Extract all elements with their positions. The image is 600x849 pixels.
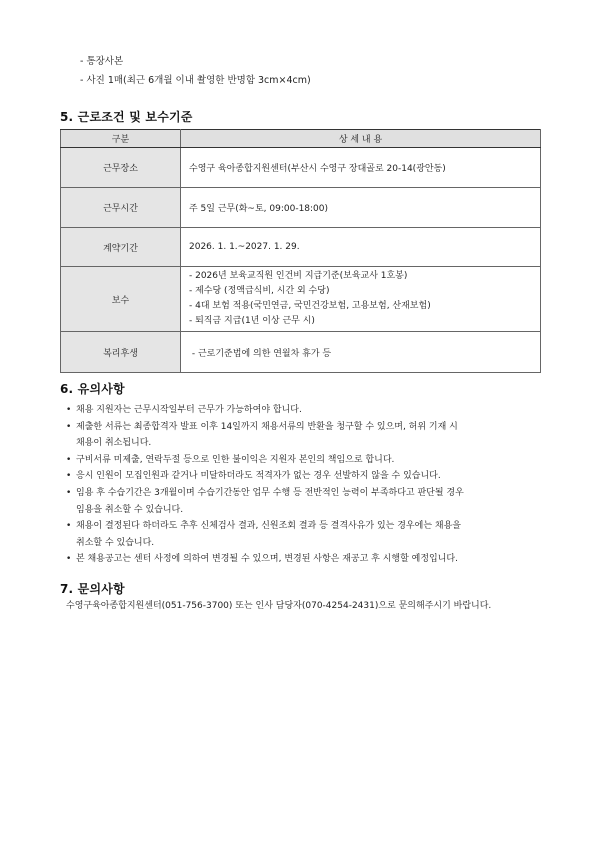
- table-row: [61, 188, 541, 228]
- bullet: •: [66, 405, 72, 415]
- list-item: - 사진 1매(최근 6개월 이내 촬영한 반명함 3cm×4cm): [80, 75, 311, 86]
- list-item: • 채용 지원자는 근무시작일부터 근무가 가능하여야 합니다.: [66, 402, 546, 419]
- row-value: [181, 267, 541, 332]
- table-header-details: 상 세 내 용: [181, 130, 541, 148]
- bullet: •: [66, 421, 72, 432]
- contact-text: 수영구육아종합지원센터(051-756-3700) 또는 인사 담당자(070-4254-2431)으로 문의해주시기 바랍니다.: [66, 601, 492, 611]
- table-row: [61, 267, 541, 332]
- pay-item: - 퇴직금 지급(1년 이상 근무 시): [189, 316, 315, 326]
- list-item: • 구비서류 미제출, 연락두절 등으로 인한 불이익은 지원자 본인의 책임으로 합니다.: [66, 452, 546, 469]
- bullet: •: [66, 454, 72, 465]
- table-header-row: [61, 130, 541, 148]
- list-item: • 채용이 결정된다 하더라도 추후 신체검사 결과, 신원조회 결과 등 결격사유가 있는 경우에는 채용을 취소할 수 있습니다.: [66, 518, 546, 551]
- row-value: 주 5일 근무(화~토, 09:00-18:00): [181, 188, 541, 228]
- list-item: - 통장사본: [80, 56, 124, 67]
- notes-list: [66, 402, 546, 568]
- row-value: 수영구 육아종합지원센터(부산시 수영구 장대골로 20-14(광안동): [181, 148, 541, 188]
- list-item: • 제출한 서류는 최종합격자 발표 이후 14일까지 채용서류의 반환을 청구할 수 있으며, 허위 기재 시 채용이 취소됩니다.: [66, 419, 546, 452]
- row-value: 2026. 1. 1.~2027. 1. 29.: [181, 228, 541, 267]
- list-item: • 임용 후 수습기간은 3개월이며 수습기간동안 업무 수행 등 전반적인 능력이 부족하다고 판단될 경우 임용을 취소할 수 있습니다.: [66, 485, 546, 518]
- row-label: 보수: [61, 267, 181, 332]
- section-title: 7. 문의사항: [60, 582, 125, 596]
- table-row: [61, 332, 541, 373]
- table-row: [61, 228, 541, 267]
- pay-item: - 4대 보험 적용(국민연금, 국민건강보험, 고용보험, 산재보험): [189, 301, 431, 311]
- table-row: [61, 148, 541, 188]
- list-item: • 응시 인원이 모집인원과 같거나 미달하더라도 적격자가 없는 경우 선발하지 않을 수 있습니다.: [66, 468, 546, 485]
- section-title: 5. 근로조건 및 보수기준: [60, 110, 193, 124]
- pay-item: - 2026년 보육교직원 인건비 지급기준(보육교사 1호봉): [189, 271, 408, 281]
- bullet: •: [66, 487, 72, 498]
- bullet: •: [66, 521, 72, 532]
- row-value: - 근로기준법에 의한 연월차 휴가 등: [181, 332, 541, 373]
- bullet: •: [66, 471, 72, 482]
- table-header-category: 구분: [61, 130, 181, 148]
- section-title: 6. 유의사항: [60, 382, 125, 396]
- pay-item: - 제수당 (정액급식비, 시간 외 수당): [189, 286, 330, 296]
- bullet: •: [66, 554, 72, 565]
- row-label: 근무장소: [61, 148, 181, 188]
- working-conditions-table: [60, 129, 541, 373]
- row-label: 복리후생: [61, 332, 181, 373]
- list-item: • 본 채용공고는 센터 사정에 의하여 변경될 수 있으며, 변경된 사항은 재공고 후 시행할 예정입니다.: [66, 551, 546, 568]
- row-label: 근무시간: [61, 188, 181, 228]
- required-documents-list: [80, 52, 311, 90]
- row-label: 계약기간: [61, 228, 181, 267]
